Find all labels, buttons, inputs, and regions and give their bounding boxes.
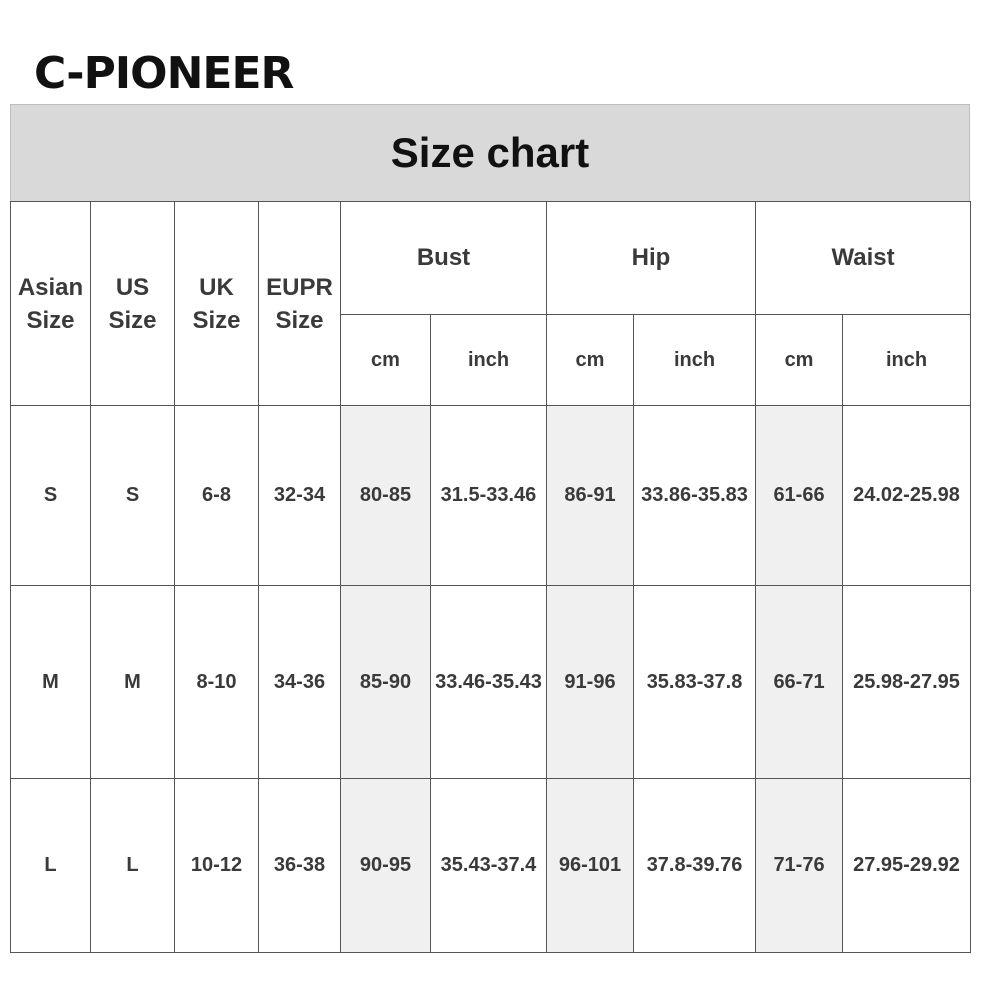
cell-uk-size: 10-12	[175, 779, 259, 953]
cell-eupr-size: 32-34	[259, 406, 341, 586]
header-hip: Hip	[547, 202, 756, 315]
header-waist-inch: inch	[843, 315, 971, 406]
cell-us-size: M	[91, 586, 175, 779]
header-waist: Waist	[756, 202, 971, 315]
brand-logo: C-PIONEER	[34, 48, 294, 99]
cell-uk-size: 8-10	[175, 586, 259, 779]
cell-bust-cm: 80-85	[341, 406, 431, 586]
cell-eupr-size: 34-36	[259, 586, 341, 779]
header-row-groups	[11, 202, 971, 315]
header-eupr-size: EUPR Size	[259, 202, 341, 406]
cell-bust-inch: 35.43-37.4	[431, 779, 547, 953]
cell-waist-cm: 66-71	[756, 586, 843, 779]
cell-hip-cm: 91-96	[547, 586, 634, 779]
cell-waist-inch: 25.98-27.95	[843, 586, 971, 779]
cell-bust-inch: 31.5-33.46	[431, 406, 547, 586]
cell-waist-inch: 27.95-29.92	[843, 779, 971, 953]
cell-hip-inch: 35.83-37.8	[634, 586, 756, 779]
size-chart	[10, 104, 970, 952]
size-table	[10, 201, 971, 953]
cell-asian-size: M	[11, 586, 91, 779]
cell-waist-cm: 61-66	[756, 406, 843, 586]
cell-waist-cm: 71-76	[756, 779, 843, 953]
cell-waist-inch: 24.02-25.98	[843, 406, 971, 586]
cell-us-size: L	[91, 779, 175, 953]
header-bust: Bust	[341, 202, 547, 315]
header-uk-size: UK Size	[175, 202, 259, 406]
header-hip-inch: inch	[634, 315, 756, 406]
cell-eupr-size: 36-38	[259, 779, 341, 953]
cell-hip-inch: 33.86-35.83	[634, 406, 756, 586]
cell-bust-cm: 85-90	[341, 586, 431, 779]
cell-asian-size: S	[11, 406, 91, 586]
header-bust-cm: cm	[341, 315, 431, 406]
cell-hip-cm: 86-91	[547, 406, 634, 586]
table-row	[11, 779, 971, 953]
header-bust-inch: inch	[431, 315, 547, 406]
header-hip-cm: cm	[547, 315, 634, 406]
header-asian-size: Asian Size	[11, 202, 91, 406]
cell-bust-inch: 33.46-35.43	[431, 586, 547, 779]
cell-bust-cm: 90-95	[341, 779, 431, 953]
table-row	[11, 586, 971, 779]
cell-hip-cm: 96-101	[547, 779, 634, 953]
header-us-size: US Size	[91, 202, 175, 406]
cell-us-size: S	[91, 406, 175, 586]
cell-uk-size: 6-8	[175, 406, 259, 586]
table-row	[11, 406, 971, 586]
header-waist-cm: cm	[756, 315, 843, 406]
cell-hip-inch: 37.8-39.76	[634, 779, 756, 953]
cell-asian-size: L	[11, 779, 91, 953]
size-chart-title: Size chart	[10, 104, 970, 202]
